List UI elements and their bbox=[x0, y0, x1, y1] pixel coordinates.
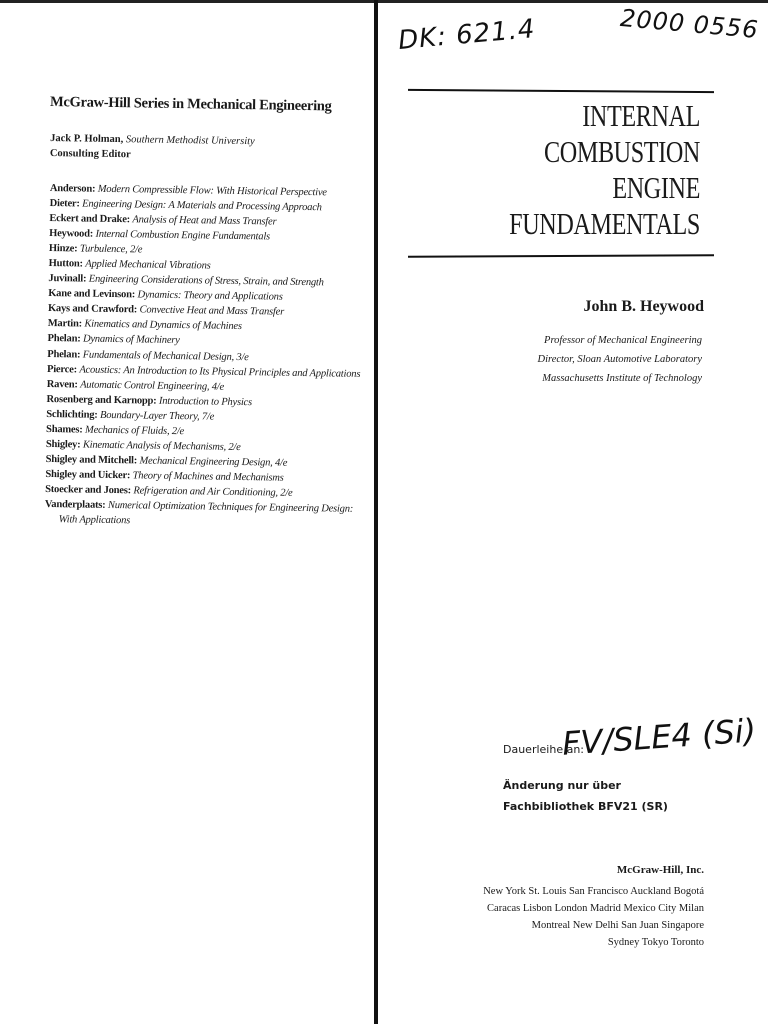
book-author: Stoecker and Jones: bbox=[45, 483, 132, 497]
cities-line: Sydney Tokyo Toronto bbox=[607, 937, 704, 948]
book-title-entry: Fundamentals of Mechanical Design, 3/e bbox=[82, 349, 249, 363]
book-author: Dieter: bbox=[49, 198, 80, 210]
book-title-entry: Convective Heat and Mass Transfer bbox=[139, 304, 285, 319]
series-book-list bbox=[45, 181, 364, 532]
book-title-entry: Engineering Design: A Materials and Processing Approach bbox=[82, 198, 322, 214]
editor-name: Jack P. Holman, bbox=[50, 133, 124, 146]
book-title-entry: Automatic Control Engineering, 4/e bbox=[80, 379, 225, 393]
book-title-entry: Internal Combustion Engine Fundamentals bbox=[95, 228, 271, 243]
book-title-entry: Numerical Optimization Techniques for Engineering Design: bbox=[107, 499, 354, 515]
handwritten-accession-number: 2000 0556 bbox=[619, 4, 760, 44]
book-title-entry: Dynamics of Machinery bbox=[82, 334, 180, 347]
series-title: McGraw-Hill Series in Mechanical Engineering bbox=[49, 94, 332, 115]
affiliation-line: Director, Sloan Automotive Laboratory bbox=[537, 354, 702, 365]
title-line: FUNDAMENTALS bbox=[509, 206, 700, 241]
book-title-entry: Refrigeration and Air Conditioning, 2/e bbox=[133, 485, 293, 499]
title-line: ENGINE bbox=[612, 170, 700, 205]
book-title bbox=[443, 98, 700, 242]
handwritten-classification: DK: 621.4 bbox=[396, 14, 537, 56]
book-author: Phelan: bbox=[47, 348, 81, 361]
book-author: Eckert and Drake: bbox=[49, 213, 131, 226]
book-title-entry: Analysis of Heat and Mass Transfer bbox=[132, 214, 277, 228]
book-author: Hutton: bbox=[48, 258, 83, 270]
book-title-entry: Kinematic Analysis of Mechanisms, 2/e bbox=[82, 439, 241, 453]
cities-line: New York St. Louis San Francisco Auckland Bogotá bbox=[483, 886, 704, 897]
book-title-entry: Applied Mechanical Vibrations bbox=[85, 258, 211, 272]
book-author: Martin: bbox=[47, 318, 83, 330]
page-top-edge bbox=[0, 0, 768, 3]
publisher-name: McGraw-Hill, Inc. bbox=[616, 864, 704, 876]
book-title-entry: Turbulence, 2/e bbox=[79, 243, 143, 256]
consulting-editor bbox=[50, 132, 255, 164]
book-title-entry: Acoustics: An Introduction to Its Physical Principles and Applications bbox=[79, 364, 361, 380]
book-title-entry: Mechanics of Fluids, 2/e bbox=[84, 424, 185, 437]
book-title-entry: Mechanical Engineering Design, 4/e bbox=[139, 455, 288, 469]
editor-role: Consulting Editor bbox=[49, 147, 131, 160]
author-affiliation bbox=[538, 331, 703, 388]
book-title-entry: Engineering Considerations of Stress, Strain, and Strength bbox=[88, 273, 324, 289]
book-author: Shames: bbox=[46, 423, 83, 436]
book-author: Raven: bbox=[46, 378, 78, 391]
loan-stamp-label: Dauerleihe an: bbox=[503, 743, 585, 756]
book-author: Schlichting: bbox=[46, 408, 98, 421]
book-title-entry: Theory of Machines and Mechanisms bbox=[132, 470, 284, 484]
book-title-entry: Boundary-Layer Theory, 7/e bbox=[99, 409, 215, 423]
book-author: Kays and Crawford: bbox=[47, 303, 138, 316]
book-author: Heywood: bbox=[49, 228, 94, 240]
book-author: Vanderplaats: bbox=[44, 498, 106, 511]
book-list-continuation: With Applications bbox=[58, 514, 131, 527]
book-author: Anderson: bbox=[49, 182, 96, 195]
book-author: Phelan: bbox=[47, 333, 81, 345]
book-title-entry: Introduction to Physics bbox=[158, 395, 253, 408]
loan-stamp-line-2: Fachbibliothek BFV21 (SR) bbox=[503, 800, 668, 813]
cities-line: Montreal New Delhi San Juan Singapore bbox=[531, 920, 704, 931]
book-author: Shigley and Mitchell: bbox=[45, 453, 138, 467]
book-title-entry: Kinematics and Dynamics of Machines bbox=[84, 318, 242, 333]
book-author: Pierce: bbox=[46, 363, 78, 376]
book-title-entry: Modern Compressible Flow: With Historical Perspective bbox=[97, 183, 327, 199]
title-line: COMBUSTION bbox=[544, 134, 700, 169]
book-author: Shigley and Uicker: bbox=[45, 468, 131, 482]
book-author: Shigley: bbox=[45, 438, 81, 451]
book-spine bbox=[374, 0, 378, 1024]
book-author: Juvinall: bbox=[48, 273, 87, 285]
author-name: John B. Heywood bbox=[583, 298, 704, 315]
book-author: Rosenberg and Karnopp: bbox=[46, 393, 157, 407]
title-rule-top bbox=[408, 89, 714, 93]
cities-line: Caracas Lisbon London Madrid Mexico City Milan bbox=[487, 903, 704, 914]
loan-stamp-line-1: Änderung nur über bbox=[503, 779, 621, 792]
title-rule-bottom bbox=[408, 254, 714, 258]
affiliation-line: Massachusetts Institute of Technology bbox=[542, 373, 702, 384]
book-author: Hinze: bbox=[48, 243, 78, 255]
title-line: INTERNAL bbox=[582, 98, 700, 133]
book-author: Kane and Levinson: bbox=[48, 288, 136, 301]
loan-stamp-handwriting: FV/SLE4 (Si) bbox=[560, 711, 758, 763]
editor-affiliation: Southern Methodist University bbox=[125, 134, 255, 148]
publisher-cities bbox=[483, 883, 704, 951]
book-title-entry: Dynamics: Theory and Applications bbox=[137, 289, 283, 303]
affiliation-line: Professor of Mechanical Engineering bbox=[544, 335, 702, 346]
